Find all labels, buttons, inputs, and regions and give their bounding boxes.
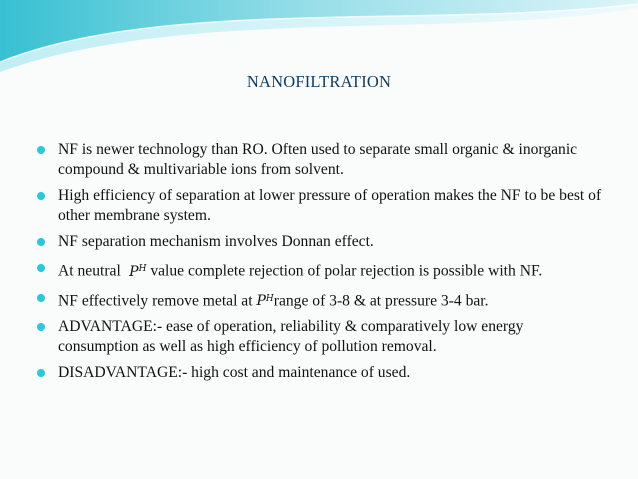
header-wave-decoration: [0, 0, 638, 80]
ph-symbol: $P^H$: [129, 263, 147, 280]
bullet-icon: [37, 146, 45, 154]
ph-symbol: $P^H$: [256, 293, 274, 310]
list-item: [37, 288, 607, 312]
bullet-icon: [37, 369, 45, 377]
bullet-text: ADVANTAGE:- ease of operation, reliability & comparatively low energy consumption as well as high efficiency of pollution removal.: [58, 318, 524, 356]
slide-title: NANOFILTRATION: [246, 72, 392, 91]
bullet-icon: [37, 294, 45, 302]
bullet-list: [37, 140, 607, 389]
bullet-text-pre: NF effectively remove metal at: [58, 292, 257, 310]
list-item: [37, 363, 607, 383]
bullet-text: NF separation mechanism involves Donnan effect.: [58, 233, 374, 250]
bullet-text: NF is newer technology than RO. Often used to separate small organic & inorganic compound & multivariable ions from solvent.: [58, 141, 578, 178]
list-item: [37, 258, 607, 282]
bullet-text-pre: At neutral: [58, 262, 125, 280]
bullet-icon: [37, 323, 45, 331]
list-item: [37, 232, 607, 252]
bullet-icon: [37, 192, 45, 200]
bullet-icon: [37, 238, 45, 246]
bullet-icon: [37, 264, 45, 272]
list-item: [37, 186, 607, 226]
list-item: [37, 317, 607, 357]
bullet-text: High efficiency of separation at lower pressure of operation makes the NF to be best of other membrane system.: [58, 187, 602, 224]
list-item: [37, 140, 607, 180]
bullet-text: DISADVANTAGE:- high cost and maintenance of used.: [58, 364, 411, 382]
bullet-text-post: value complete rejection of polar rejection is possible with NF.: [146, 262, 543, 280]
bullet-text-post: range of 3-8 & at pressure 3-4 bar.: [273, 292, 489, 310]
